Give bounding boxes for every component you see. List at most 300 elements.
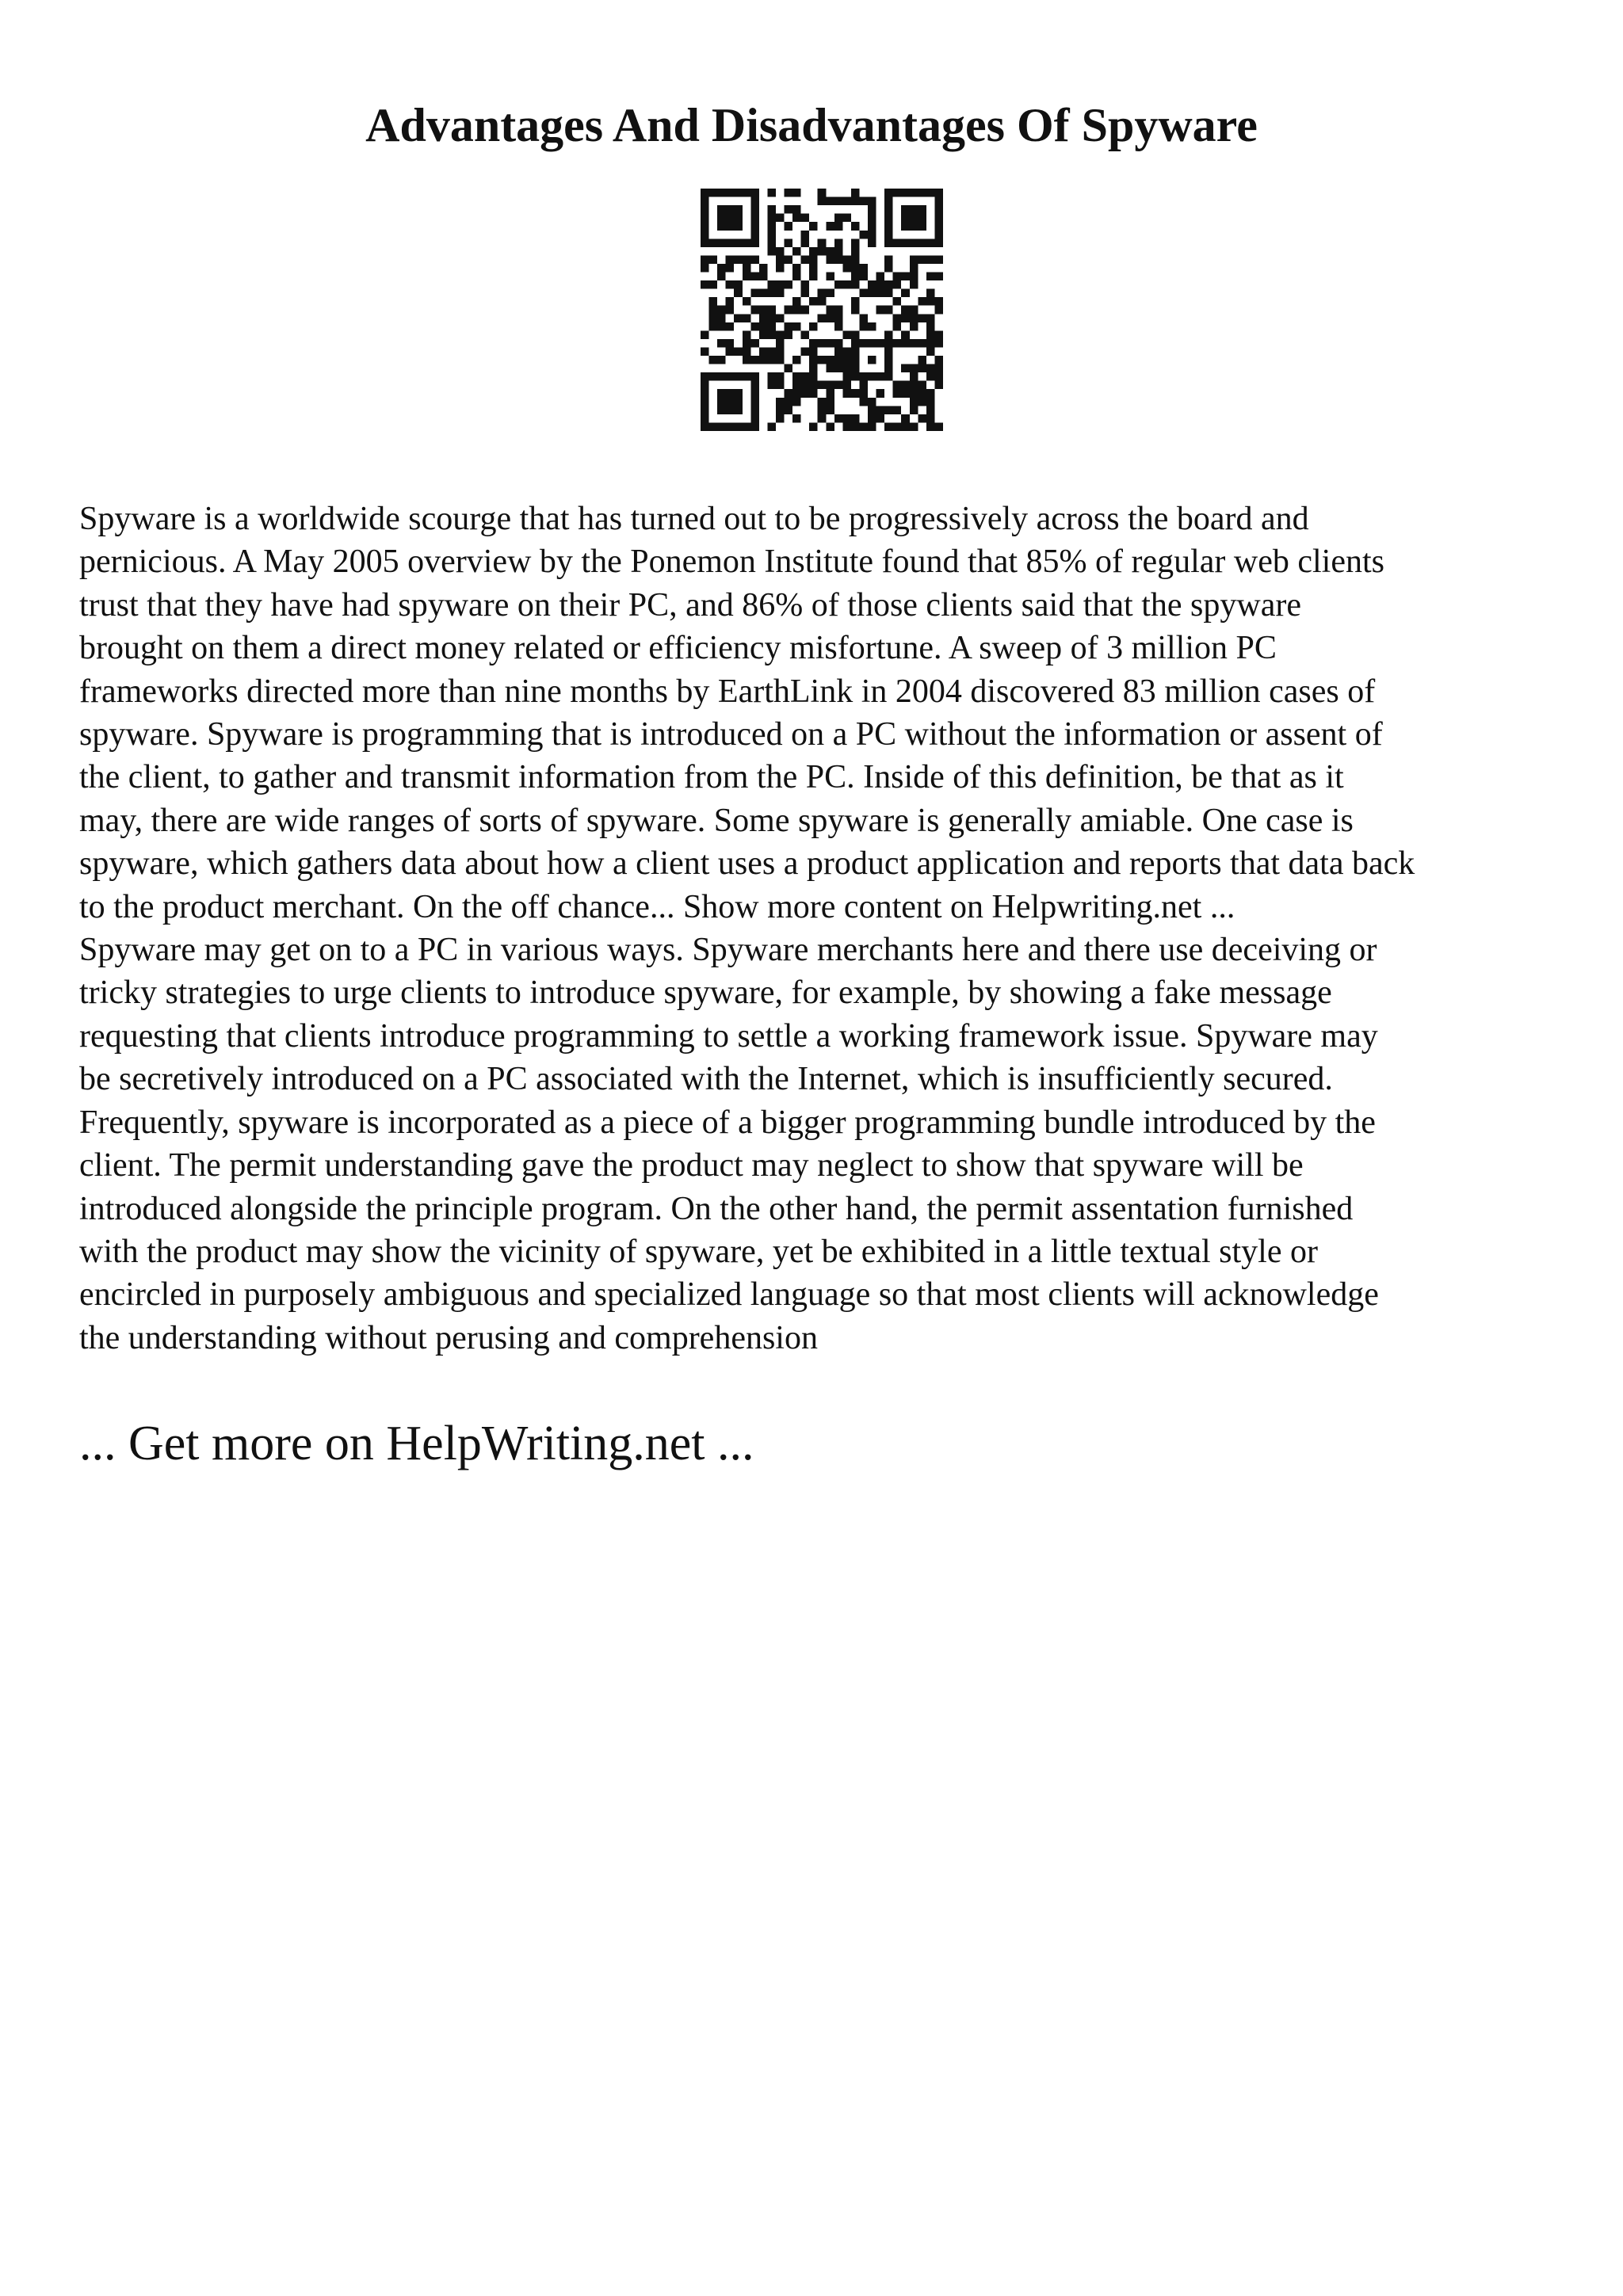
- qr-module: [884, 347, 893, 356]
- qr-module: [726, 347, 735, 356]
- qr-module: [792, 205, 801, 214]
- qr-module: [818, 398, 827, 406]
- qr-module: [842, 347, 851, 356]
- qr-module: [926, 398, 935, 406]
- qr-module: [767, 381, 776, 390]
- qr-module: [701, 197, 709, 206]
- qr-module: [743, 297, 751, 306]
- qr-module: [750, 255, 759, 264]
- body-line: pernicious. A May 2005 overview by the Ponemon Institute found that 85% of regular web clients: [79, 543, 1385, 581]
- qr-module: [717, 389, 726, 398]
- qr-module: [801, 381, 810, 390]
- qr-module: [910, 398, 918, 406]
- qr-module: [750, 381, 759, 390]
- qr-module: [792, 247, 801, 256]
- body-line: client. The permit understanding gave the product may neglect to show that spyware will be: [79, 1147, 1304, 1184]
- qr-module: [801, 214, 810, 223]
- qr-module: [926, 406, 935, 414]
- body-line: Spyware is a worldwide scourge that has turned out to be progressively across the board and: [79, 501, 1309, 537]
- qr-module: [934, 339, 943, 348]
- qr-module: [884, 222, 893, 231]
- qr-module: [910, 306, 918, 315]
- qr-module: [743, 255, 751, 264]
- qr-module: [859, 289, 868, 298]
- qr-module: [901, 306, 910, 315]
- qr-module: [868, 398, 876, 406]
- qr-module: [792, 356, 801, 364]
- qr-module: [826, 314, 834, 322]
- qr-module: [792, 273, 801, 281]
- qr-module: [717, 398, 726, 406]
- qr-module: [868, 289, 876, 298]
- qr-module: [792, 414, 801, 423]
- qr-module: [785, 222, 793, 231]
- qr-module: [743, 339, 751, 348]
- qr-module: [776, 381, 785, 390]
- qr-module: [785, 189, 793, 197]
- qr-module: [767, 372, 776, 381]
- qr-module: [809, 381, 818, 390]
- qr-module: [726, 306, 735, 315]
- qr-module: [734, 406, 743, 414]
- qr-module: [884, 280, 893, 289]
- qr-module: [826, 289, 834, 298]
- qr-module: [818, 381, 827, 390]
- qr-module: [818, 238, 827, 247]
- qr-module: [918, 389, 926, 398]
- article-body: [79, 498, 1609, 1360]
- qr-module: [726, 255, 735, 264]
- qr-module: [801, 372, 810, 381]
- qr-module: [884, 330, 893, 339]
- qr-module: [709, 356, 718, 364]
- body-line: may, there are wide ranges of sorts of spyware. Some spyware is generally amiable. One case is: [79, 802, 1354, 839]
- qr-module: [826, 381, 834, 390]
- qr-module: [767, 314, 776, 322]
- qr-module: [701, 389, 709, 398]
- qr-module: [717, 372, 726, 381]
- body-line: the understanding without perusing and comprehension: [79, 1319, 818, 1356]
- qr-module: [893, 273, 902, 281]
- qr-module: [893, 339, 902, 348]
- qr-module: [876, 389, 885, 398]
- qr-module: [893, 322, 902, 331]
- body-line: Frequently, spyware is incorporated as a piece of a bigger programming bundle introduced by the: [79, 1104, 1376, 1141]
- qr-module: [792, 297, 801, 306]
- qr-module: [776, 247, 785, 256]
- qr-module: [776, 330, 785, 339]
- qr-module: [884, 255, 893, 264]
- qr-module: [926, 189, 935, 197]
- body-line: requesting that clients introduce programming to settle a working framework issue. Spyware may: [79, 1017, 1378, 1055]
- qr-module: [851, 306, 860, 315]
- qr-module: [818, 189, 827, 197]
- qr-module: [834, 197, 843, 206]
- qr-module: [851, 414, 860, 423]
- qr-module: [851, 222, 860, 231]
- qr-module: [842, 372, 851, 381]
- qr-module: [767, 280, 776, 289]
- qr-module: [750, 289, 759, 298]
- qr-module: [851, 422, 860, 431]
- qr-module: [926, 364, 935, 373]
- qr-module: [759, 356, 768, 364]
- qr-module: [792, 189, 801, 197]
- qr-module: [834, 238, 843, 247]
- qr-module: [701, 381, 709, 390]
- qr-module: [934, 238, 943, 247]
- qr-module: [767, 247, 776, 256]
- qr-module: [743, 314, 751, 322]
- qr-module: [750, 356, 759, 364]
- qr-module: [851, 339, 860, 348]
- qr-module: [884, 205, 893, 214]
- qr-module: [926, 273, 935, 281]
- qr-module: [893, 406, 902, 414]
- qr-module: [776, 214, 785, 223]
- qr-module: [826, 356, 834, 364]
- qr-module: [834, 364, 843, 373]
- qr-module: [818, 356, 827, 364]
- qr-module: [726, 214, 735, 223]
- qr-module: [734, 189, 743, 197]
- qr-module: [726, 205, 735, 214]
- qr-module: [910, 189, 918, 197]
- qr-module: [842, 197, 851, 206]
- qr-module: [785, 364, 793, 373]
- qr-module: [884, 231, 893, 239]
- qr-module: [859, 372, 868, 381]
- qr-module: [901, 205, 910, 214]
- qr-module: [767, 238, 776, 247]
- qr-module: [726, 398, 735, 406]
- body-line: to the product merchant. On the off chance... Show more content on Helpwriting.net ...: [79, 888, 1235, 925]
- qr-module: [893, 422, 902, 431]
- qr-module: [750, 306, 759, 315]
- qr-module: [701, 422, 709, 431]
- qr-module: [818, 197, 827, 206]
- qr-module: [884, 372, 893, 381]
- qr-module: [826, 197, 834, 206]
- qr-module: [818, 314, 827, 322]
- qr-module: [851, 247, 860, 256]
- qr-module: [859, 231, 868, 239]
- qr-module: [750, 339, 759, 348]
- qr-module: [701, 280, 709, 289]
- qr-module: [834, 306, 843, 315]
- qr-module: [809, 372, 818, 381]
- qr-module: [826, 247, 834, 256]
- qr-module: [776, 289, 785, 298]
- qr-module: [750, 222, 759, 231]
- qr-module: [868, 197, 876, 206]
- qr-module: [701, 406, 709, 414]
- qr-module: [901, 364, 910, 373]
- qr-module: [901, 422, 910, 431]
- qr-module: [767, 205, 776, 214]
- qr-module: [734, 280, 743, 289]
- qr-module: [701, 189, 709, 197]
- qr-module: [767, 231, 776, 239]
- qr-module: [901, 389, 910, 398]
- qr-module: [851, 238, 860, 247]
- qr-module: [717, 214, 726, 223]
- qr-module: [776, 347, 785, 356]
- qr-code-icon: [701, 189, 943, 431]
- qr-module: [767, 347, 776, 356]
- qr-module: [743, 356, 751, 364]
- qr-module: [901, 238, 910, 247]
- qr-module: [893, 297, 902, 306]
- body-line: spyware. Spyware is programming that is introduced on a PC without the information or assent of: [79, 716, 1383, 753]
- qr-module: [809, 247, 818, 256]
- qr-module: [801, 306, 810, 315]
- qr-module: [743, 264, 751, 273]
- qr-module: [893, 280, 902, 289]
- qr-module: [709, 306, 718, 315]
- qr-module: [734, 255, 743, 264]
- qr-module: [884, 364, 893, 373]
- qr-module: [859, 381, 868, 390]
- qr-module: [759, 347, 768, 356]
- qr-module: [842, 381, 851, 390]
- qr-module: [826, 339, 834, 348]
- qr-module: [809, 356, 818, 364]
- qr-module: [926, 389, 935, 398]
- qr-module: [750, 231, 759, 239]
- qr-module: [918, 297, 926, 306]
- qr-module: [826, 398, 834, 406]
- qr-module: [809, 347, 818, 356]
- qr-module: [759, 322, 768, 331]
- qr-module: [734, 398, 743, 406]
- qr-module: [818, 297, 827, 306]
- qr-module: [809, 322, 818, 331]
- qr-module: [809, 255, 818, 264]
- qr-module: [767, 189, 776, 197]
- qr-module: [785, 280, 793, 289]
- qr-module: [826, 389, 834, 398]
- qr-module: [934, 255, 943, 264]
- qr-module: [818, 289, 827, 298]
- qr-module: [709, 422, 718, 431]
- qr-module: [776, 356, 785, 364]
- qr-module: [859, 389, 868, 398]
- qr-module: [834, 414, 843, 423]
- qr-module: [750, 205, 759, 214]
- qr-module: [851, 389, 860, 398]
- qr-module: [918, 339, 926, 348]
- qr-module: [834, 347, 843, 356]
- qr-module: [868, 372, 876, 381]
- qr-module: [884, 356, 893, 364]
- qr-module: [826, 364, 834, 373]
- qr-module: [701, 205, 709, 214]
- qr-module: [926, 339, 935, 348]
- qr-module: [801, 231, 810, 239]
- qr-module: [759, 289, 768, 298]
- qr-module: [868, 280, 876, 289]
- qr-module: [926, 314, 935, 322]
- qr-module: [859, 422, 868, 431]
- qr-module: [934, 231, 943, 239]
- qr-module: [851, 280, 860, 289]
- qr-module: [884, 306, 893, 315]
- qr-module: [851, 273, 860, 281]
- qr-module: [918, 255, 926, 264]
- qr-module: [934, 189, 943, 197]
- qr-module: [776, 406, 785, 414]
- qr-module: [934, 364, 943, 373]
- qr-module: [918, 398, 926, 406]
- qr-module: [818, 247, 827, 256]
- qr-module: [709, 314, 718, 322]
- qr-module: [750, 322, 759, 331]
- qr-module: [767, 330, 776, 339]
- qr-module: [767, 306, 776, 315]
- qr-module: [717, 356, 726, 364]
- qr-module: [792, 398, 801, 406]
- qr-module: [884, 197, 893, 206]
- qr-module: [868, 238, 876, 247]
- qr-module: [868, 339, 876, 348]
- qr-module: [809, 389, 818, 398]
- qr-module: [934, 197, 943, 206]
- qr-module: [734, 238, 743, 247]
- qr-module: [743, 347, 751, 356]
- qr-module: [851, 297, 860, 306]
- qr-module: [926, 255, 935, 264]
- qr-module: [876, 289, 885, 298]
- qr-module: [750, 406, 759, 414]
- qr-module: [743, 422, 751, 431]
- qr-module: [809, 264, 818, 273]
- qr-module: [726, 422, 735, 431]
- qr-module: [734, 314, 743, 322]
- qr-module: [750, 273, 759, 281]
- qr-module: [785, 406, 793, 414]
- qr-module: [717, 322, 726, 331]
- qr-module: [851, 197, 860, 206]
- qr-module: [785, 322, 793, 331]
- qr-module: [868, 414, 876, 423]
- qr-module: [918, 364, 926, 373]
- qr-module: [918, 356, 926, 364]
- qr-module: [809, 222, 818, 231]
- qr-module: [734, 389, 743, 398]
- qr-module: [934, 330, 943, 339]
- qr-module: [709, 189, 718, 197]
- qr-module: [776, 339, 785, 348]
- qr-module: [792, 214, 801, 223]
- qr-module: [910, 372, 918, 381]
- body-line: with the product may show the vicinity of spyware, yet be exhibited in a little textual style or: [79, 1233, 1318, 1270]
- qr-module: [809, 422, 818, 431]
- qr-module: [826, 222, 834, 231]
- qr-module: [901, 273, 910, 281]
- qr-module: [826, 273, 834, 281]
- qr-module: [709, 297, 718, 306]
- qr-module: [717, 205, 726, 214]
- qr-module: [826, 306, 834, 315]
- qr-module: [934, 273, 943, 281]
- qr-module: [842, 414, 851, 423]
- qr-module: [726, 189, 735, 197]
- qr-module: [759, 314, 768, 322]
- qr-module: [734, 222, 743, 231]
- qr-module: [717, 238, 726, 247]
- qr-module: [717, 189, 726, 197]
- document-title: Advantages And Disadvantages Of Spyware: [365, 99, 1258, 151]
- qr-module: [776, 398, 785, 406]
- qr-module: [717, 222, 726, 231]
- qr-module: [717, 406, 726, 414]
- get-more-link[interactable]: ... Get more on HelpWriting.net ...: [79, 1417, 754, 1470]
- qr-module: [918, 205, 926, 214]
- qr-module: [726, 238, 735, 247]
- qr-module: [767, 214, 776, 223]
- qr-module: [910, 381, 918, 390]
- qr-module: [726, 406, 735, 414]
- qr-module: [834, 280, 843, 289]
- qr-module: [918, 381, 926, 390]
- qr-module: [776, 414, 785, 423]
- qr-module: [868, 222, 876, 231]
- qr-module: [701, 414, 709, 423]
- qr-module: [792, 372, 801, 381]
- body-line: brought on them a direct money related or efficiency misfortune. A sweep of 3 million PC: [79, 630, 1277, 667]
- qr-module: [851, 364, 860, 373]
- qr-module: [701, 214, 709, 223]
- qr-module: [893, 389, 902, 398]
- qr-module: [901, 414, 910, 423]
- qr-module: [910, 339, 918, 348]
- qr-module: [726, 297, 735, 306]
- qr-module: [851, 330, 860, 339]
- qr-module: [842, 280, 851, 289]
- qr-module: [884, 264, 893, 273]
- qr-module: [893, 314, 902, 322]
- qr-module: [893, 381, 902, 390]
- qr-module: [750, 214, 759, 223]
- qr-module: [859, 264, 868, 273]
- qr-module: [884, 406, 893, 414]
- qr-module: [926, 414, 935, 423]
- qr-module: [785, 389, 793, 398]
- qr-module: [826, 406, 834, 414]
- qr-module: [743, 330, 751, 339]
- qr-module: [910, 205, 918, 214]
- qr-module: [743, 189, 751, 197]
- qr-module: [868, 356, 876, 364]
- qr-module: [876, 372, 885, 381]
- qr-module: [868, 422, 876, 431]
- qr-module: [884, 339, 893, 348]
- qr-module: [934, 205, 943, 214]
- qr-module: [726, 222, 735, 231]
- qr-module: [934, 306, 943, 315]
- qr-module: [701, 372, 709, 381]
- qr-module: [734, 205, 743, 214]
- qr-module: [792, 381, 801, 390]
- qr-module: [726, 322, 735, 331]
- qr-module: [918, 314, 926, 322]
- qr-module: [842, 364, 851, 373]
- qr-module: [910, 314, 918, 322]
- qr-module: [851, 189, 860, 197]
- qr-module: [750, 238, 759, 247]
- qr-module: [818, 414, 827, 423]
